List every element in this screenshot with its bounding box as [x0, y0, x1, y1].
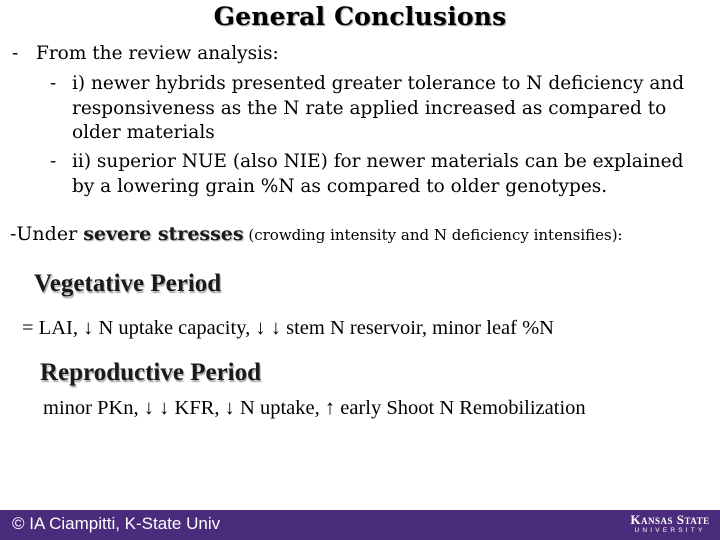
footer-bar	[0, 510, 720, 540]
under-stress-line	[10, 223, 623, 245]
logo-line2: UNIVERSITY	[634, 527, 706, 534]
intro-text: From the review analysis:	[36, 43, 279, 64]
slide-title: General Conclusions	[213, 2, 507, 31]
copyright-text: © IA Ciampitti, K-State Univ	[12, 514, 221, 533]
sub-point-1	[50, 72, 710, 146]
bullet-dash: -	[50, 73, 57, 94]
kansas-state-logo	[624, 513, 716, 535]
reproductive-line: minor PKn, ↓ ↓ KFR, ↓ N uptake, ↑ early Shoot N Remobilization	[43, 397, 586, 419]
under-detail: (crowding intensity and N deficiency intensifies):	[243, 226, 623, 244]
under-prefix: -Under	[10, 223, 84, 245]
reproductive-heading: Reproductive Period	[40, 359, 262, 386]
sub-point-text: i) newer hybrids presented greater tolerance to N deficiency and responsiveness as the N rate applied increased as compared to older materials	[72, 73, 685, 143]
vegetative-heading: Vegetative Period	[34, 270, 222, 297]
sub-point-2	[50, 150, 710, 199]
vegetative-line: = LAI, ↓ N uptake capacity, ↓ ↓ stem N reservoir, minor leaf %N	[22, 317, 554, 339]
logo-line1: Kansas State	[630, 512, 710, 527]
bullet-dash: -	[50, 151, 57, 172]
bullet-dash: -	[12, 43, 19, 64]
sub-point-text: ii) superior NUE (also NIE) for newer materials can be explained by a lowering grain %N as compared to older genotypes.	[72, 151, 684, 197]
severe-stresses-emphasis: severe stresses	[83, 223, 244, 245]
intro-bullet	[12, 42, 279, 66]
